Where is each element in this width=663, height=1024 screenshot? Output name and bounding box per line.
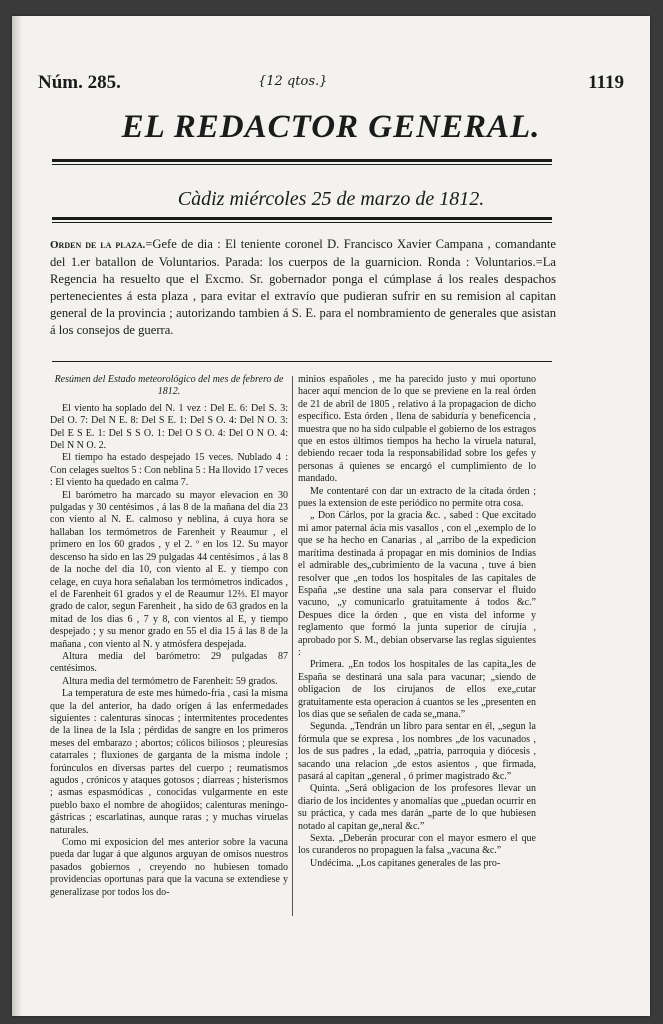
left-paragraph: El tiempo ha estado despejado 15 veces. Nublado 4 : Con celages sueltos 5 : Con neblina 5 : Ha llovido 17 veces : El viento ha quedado en calma 7. <box>50 452 288 489</box>
right-paragraph: Sexta. „Deberán procurar con el mayor esmero el que los curanderos no propaguen la falsa „vacuna &c.” <box>298 833 536 857</box>
section-rule <box>52 361 552 362</box>
left-column <box>50 374 288 899</box>
issue-number: Núm. 285. <box>38 72 121 93</box>
title-rule-thick <box>52 159 552 162</box>
page-number: 1119 <box>588 72 624 93</box>
right-paragraph: Me contentaré con dar un extracto de la citada órden ; pues la extension de este periódico no permite otra cosa. <box>298 485 536 510</box>
right-paragraph: Undécima. „Los capitanes generales de las pro- <box>310 857 501 869</box>
left-paragraph: Como mi exposicion del mes anterior sobre la vacuna pueda dar lugar á que algunos arguyan de omisos nuestros pasados gobiernos , creyendo no hubiesen tomado providencias oportunas para que la vacuna se extendiese y generalizase por todos los do- <box>50 837 288 898</box>
right-column <box>298 374 536 870</box>
orden-label: Orden de la plaza. <box>50 239 146 251</box>
right-paragraph: Quinta. „Será obligacion de los profesores llevar un diario de los incidentes y anomalías que „puedan ocurrir en su práctica, y cada mes darán „parte de lo que hubiesen notado al capitan ge„neral &c.” <box>298 783 536 832</box>
dateline: Càdiz miércoles 25 de marzo de 1812. <box>177 188 485 210</box>
column-divider <box>292 376 293 916</box>
orden-text: =Gefe de dia : El teniente coronel D. Francisco Xavier Campana , comandante del 1.er batallon de Voluntarios. Parada: los cuerpos de la guarnicion. Ronda : Voluntarios.=La Regencia ha resuelto que el Excmo. Sr. gobernador ponga el cúmplase á los reales despachos pertenecientes á esta plaza , para evitar el extravío que pudieran sufrir en su remision al capitan general de la provincia ; autorizando tambien á S. E. para el nombramiento de generales que asistan á los consejos de guerra. <box>50 237 556 337</box>
quarto-marker: {12 qtos.} <box>258 74 328 89</box>
date-rule-thin <box>52 222 552 223</box>
newspaper-page <box>12 16 650 1016</box>
page-spine-shadow <box>12 16 22 1016</box>
left-paragraph: El barómetro ha marcado su mayor elevacion en 30 pulgadas y 30 centésimos , á las 8 de la mañana del dia 23 con viento al N. E. calmoso y neblina, á cuya hora se hallaban los termómetros de Farenheit y Reaumur , el primero en los 60 grados , y el 2. º en los 12. Su mayor descenso ha sido en las 29 pulgadas 44 centésimos , á las 8 de la noche del dia 10, con viento al E. y tiempo con celage, en cuya hora señalaban los termómetros indicados , el de Farenheit 61 grados y el de Reaumur 12⅔. El mayor grado de calor, segun Farenheit , ha sido de 63 grados en la mitad de los dias 6 , 7 y 8, con vientos al E, y tiempo despejado ; y su menor grado en 55 el dia 15 á las 8 de la mañana , con viento al N. y atmósfera despejada. <box>50 489 288 650</box>
right-paragraph: „ Don Cárlos, por la gracia &c. , sabed : Que excitado mi amor paternal ácia mis vasallos , con el „exemplo de lo que se ha hecho en Canarias , al „arribo de la expedicion marítima destinada á propagar en mis dominios de Indias el admirable des„cubrimiento de la vacuna , tuve á bien resolver que „en todos los hospitales de las capitales de España „se destine una sala para conservar el fluido vacuno, „y comunicarlo gratuitamente á todos &c.” Despues dice la órden , que en vista del informe y reglamento que formó la junta superior de cirujía , aprobado por S. M., debian observarse las reglas siguientes : <box>298 510 536 658</box>
orden-de-la-plaza <box>50 236 556 339</box>
newspaper-title: EL REDACTOR GENERAL. <box>121 109 541 145</box>
title-rule-thin <box>52 164 552 165</box>
left-paragraph: El viento ha soplado del N. 1 vez : Del E. 6: Del S. 3: Del O. 7: Del N E. 8: Del S E. 1: Del S O. 4: Del N O. 3: Del E S E. 1: Del S S O. 1: Del O S O. 4: Del O N O. 4: Del N N O. 2. <box>50 402 288 452</box>
left-paragraph: Altura media del termómetro de Farenheit: 59 grados. <box>62 675 278 687</box>
masthead-header-row <box>38 72 624 100</box>
date-rule-thick <box>52 217 552 220</box>
right-paragraph: Primera. „En todos los hospitales de las capita„les de España se destinará una sala para vacunar; „siendo de obligacion de los cirujanos de ellos exe„cutar gratuitamente esta operacion á cuantos se les „presenten en los dias que se señalen de cada se„mana.” <box>298 659 536 720</box>
left-paragraph: La temperatura de este mes húmedo-fria , casi la misma que la del anterior, ha dado orígen á las enfermedades siguientes : calenturas sinocas ; intermitentes procedentes de la linea de la Isla ; pérdidas de sangre en los primeros meses del embarazo ; abortos; cólicos biliosos ; pleuresías catarrales ; fluxiones de garganta de la misma índole ; forúnculos en diversas partes del cuerpo ; reumatismos agudos , crónicos y ataques gotosos ; diarreas ; histerismos ; asmas espasmódicas , conocidas vulgarmente en este pueblo baxo el nombre de ahogiidos; calenturas meningo-gástricas ; escarlatinas, aunque raras ; y muchas viruelas naturales. <box>50 688 288 836</box>
right-paragraph: minios españoles , me ha parecido justo y mui oportuno hacer aquí mencion de lo que se previene en la real órden de 21 de abril de 1805 , relativo á la propagacion de dicho específico. Esta órden , llena de sabiduría y beneficencia , muestra que no ha sido culpable el gobierno de los estragos que en estos últimos tiempos ha hecho la viruela natural, debiendo recaer toda la responsabilidad sobre los gefes y personas á quienes se encargó el cumplimiento de lo mandado. <box>298 374 536 485</box>
meteorology-heading: Resúmen del Estado meteorológico del mes de febrero de 1812. <box>54 374 284 398</box>
left-paragraph: Altura media del barómetro: 29 pulgadas 87 centésimos. <box>50 650 288 675</box>
right-paragraph: Segunda. „Tendrán un libro para sentar en él, „segun la fórmula que se expresa , los nombres „de los vacunados , los de sus padres , la edad, „patria, parroquia y diócesis , sacando una relacion „de estos asientos , que firmada, pasará al capitan „general , ó primer magistrado &c.” <box>298 721 536 782</box>
